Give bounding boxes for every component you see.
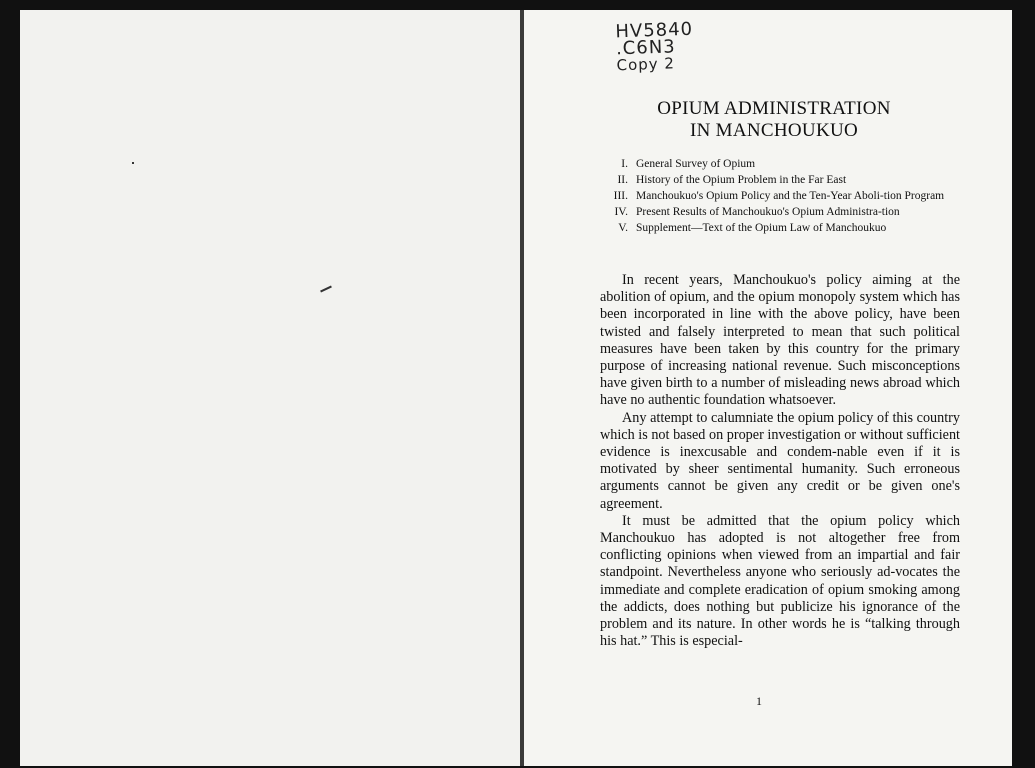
toc-text: Present Results of Manchoukuo's Opium Administra-tion — [636, 206, 900, 218]
toc-number: II. — [617, 174, 628, 186]
toc-number: IV. — [614, 206, 628, 218]
scan-speck — [320, 286, 332, 293]
call-number-line-2: .C6N3 — [615, 36, 677, 60]
toc-number: III. — [613, 190, 628, 202]
paragraph: Any attempt to calumniate the opium policy of this country which is not based on proper investigation or without sufficient evidence is inexcusable and condem-nable even if it is motivated by sheer sentimental humanity. Such erroneous arguments cannot be given any credit or be given one's agreement. — [600, 409, 960, 512]
toc-item — [584, 188, 964, 204]
call-number-line-3: Copy 2 — [616, 54, 676, 75]
call-number-line-1: HV5840 — [615, 18, 694, 43]
body-text — [600, 272, 960, 650]
toc-number: I. — [621, 158, 628, 170]
toc-text: Supplement—Text of the Opium Law of Manchoukuo — [636, 222, 887, 234]
toc-text: History of the Opium Problem in the Far East — [636, 174, 847, 186]
toc-number: V. — [618, 222, 628, 234]
page-number: 1 — [756, 694, 762, 708]
toc-item — [584, 204, 964, 220]
scan-speck — [132, 162, 134, 164]
left-page-blank — [20, 10, 520, 766]
toc-item — [584, 156, 964, 172]
title-line-1: OPIUM ADMINISTRATION — [657, 98, 891, 119]
right-page — [524, 10, 1012, 766]
table-of-contents — [584, 156, 964, 236]
toc-item — [584, 220, 964, 236]
toc-item — [584, 172, 964, 188]
title-line-2: IN MANCHOUKUO — [689, 120, 859, 141]
handwritten-call-number — [615, 18, 694, 75]
document-title — [604, 98, 944, 142]
paragraph: In recent years, Manchoukuo's policy aiming at the abolition of opium, and the opium monopoly system which has been incorporated in line with the above policy, have been twisted and falsely interpreted to mean that such political measures have been taken by this country for the primary purpose of increasing national revenue. Such misconceptions have given birth to a number of misleading news abroad which have no authentic foundation whatsoever. — [600, 272, 960, 409]
toc-text: General Survey of Opium — [636, 158, 756, 170]
paragraph: It must be admitted that the opium policy which Manchoukuo has adopted is not altogether free from conflicting opinions when viewed from an impartial and fair standpoint. Nevertheless anyone who seriously ad-vocates the immediate and complete eradication of opium smoking among the addicts, does nothing but publicize his ignorance of the problem and its nature. In other words he is “talking through his hat.” This is especial- — [600, 512, 960, 650]
document-spread — [20, 10, 1012, 766]
toc-text: Manchoukuo's Opium Policy and the Ten-Year Aboli-tion Program — [636, 190, 945, 202]
